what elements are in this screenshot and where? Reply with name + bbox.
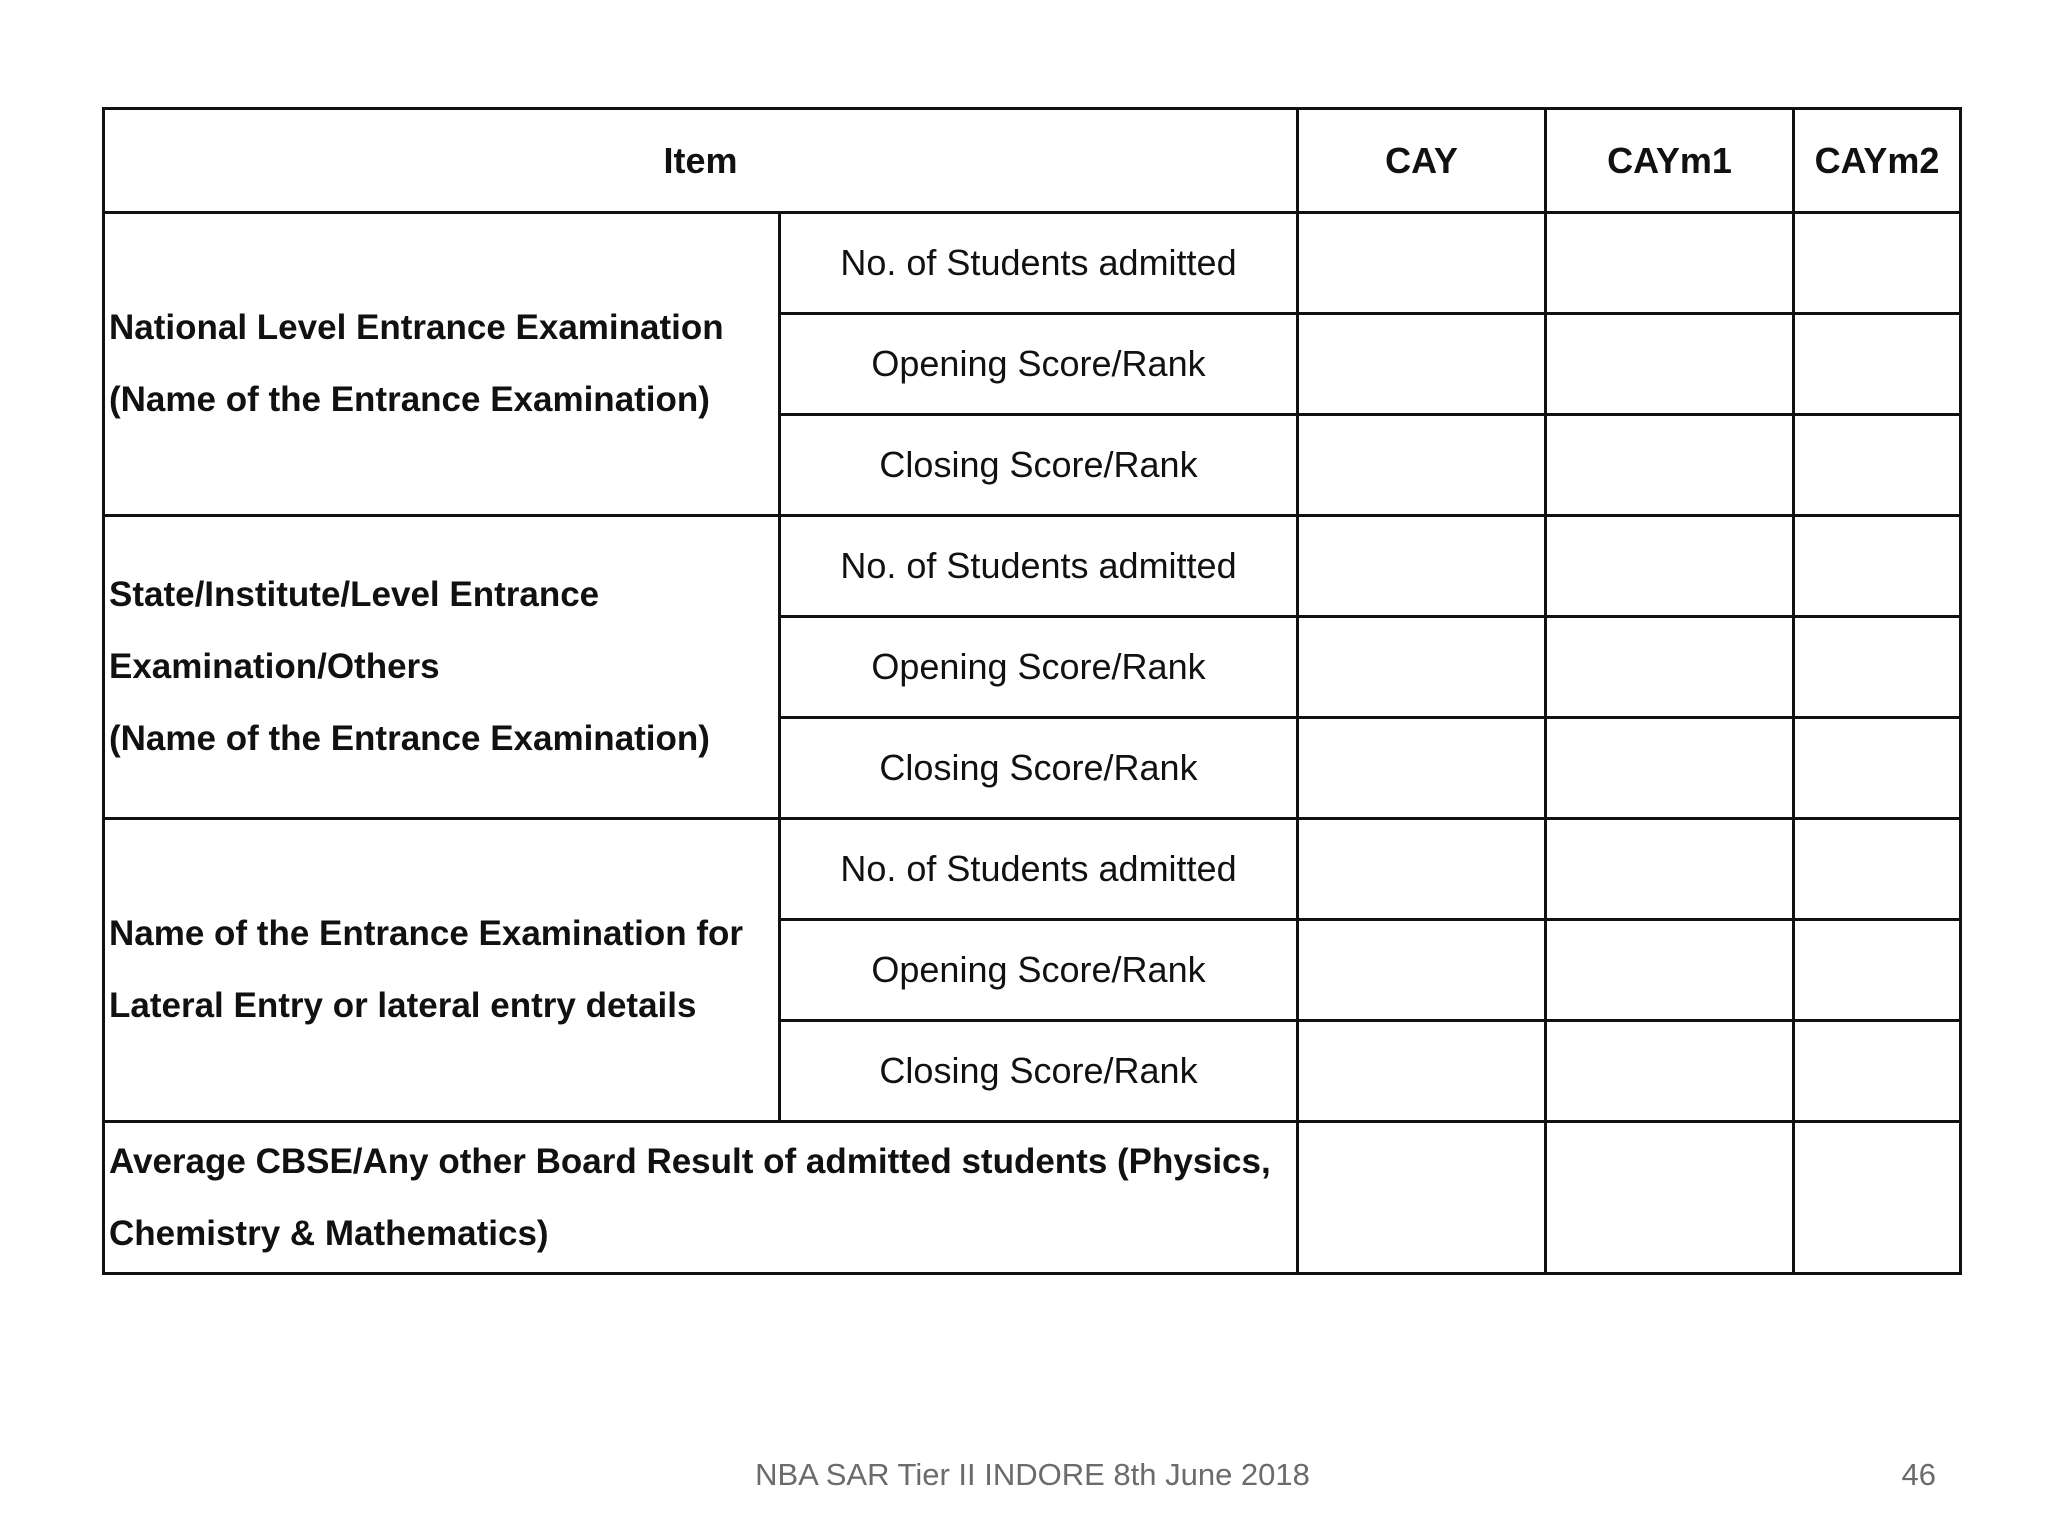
row-label: Opening Score/Rank [780, 920, 1298, 1021]
cell-caym2 [1794, 819, 1961, 920]
group-label-line: Examination/Others [109, 647, 440, 686]
cell-cay [1298, 1021, 1546, 1122]
cell-cay [1298, 516, 1546, 617]
row-label: Closing Score/Rank [780, 415, 1298, 516]
cell-caym2 [1794, 718, 1961, 819]
group-label-line: (Name of the Entrance Examination) [109, 719, 710, 758]
cell-caym2 [1794, 1021, 1961, 1122]
row-label: Closing Score/Rank [780, 1021, 1298, 1122]
cell-caym1 [1546, 213, 1794, 314]
admission-table [102, 107, 1962, 1275]
group-label-line: Lateral Entry or lateral entry details [109, 986, 697, 1025]
group-label-national [104, 213, 780, 516]
table-row [104, 213, 1961, 314]
group-label-line: (Name of the Entrance Examination) [109, 380, 710, 419]
cell-caym2 [1794, 213, 1961, 314]
cell-caym2 [1794, 314, 1961, 415]
group-label-line: Name of the Entrance Examination for [109, 914, 744, 953]
row-label: No. of Students admitted [780, 213, 1298, 314]
table-row [104, 819, 1961, 920]
row-label: No. of Students admitted [780, 516, 1298, 617]
cell-cay [1298, 718, 1546, 819]
average-label-line: Average CBSE/Any other Board Result of admitted students (Physics, [109, 1141, 1271, 1181]
group-label-lateral [104, 819, 780, 1122]
cell-caym2 [1794, 617, 1961, 718]
cell-caym2 [1794, 920, 1961, 1021]
average-row [104, 1122, 1961, 1274]
cell-caym1 [1546, 1122, 1794, 1274]
average-label-line: Chemistry & Mathematics) [109, 1213, 549, 1253]
row-label: No. of Students admitted [780, 819, 1298, 920]
footer-text: NBA SAR Tier II INDORE 8th June 2018 [755, 1457, 1310, 1492]
cell-caym1 [1546, 920, 1794, 1021]
cell-caym1 [1546, 314, 1794, 415]
group-label-state [104, 516, 780, 819]
cell-caym1 [1546, 819, 1794, 920]
cell-caym1 [1546, 1021, 1794, 1122]
cell-caym1 [1546, 617, 1794, 718]
cell-caym1 [1546, 415, 1794, 516]
table-row [104, 516, 1961, 617]
group-label-line: State/Institute/Level Entrance [109, 575, 600, 614]
header-cay: CAY [1298, 109, 1546, 213]
row-label: Opening Score/Rank [780, 314, 1298, 415]
cell-caym2 [1794, 415, 1961, 516]
cell-cay [1298, 314, 1546, 415]
cell-cay [1298, 1122, 1546, 1274]
cell-cay [1298, 819, 1546, 920]
row-label: Closing Score/Rank [780, 718, 1298, 819]
header-caym1: CAYm1 [1546, 109, 1794, 213]
header-caym2: CAYm2 [1794, 109, 1961, 213]
cell-cay [1298, 213, 1546, 314]
row-label: Opening Score/Rank [780, 617, 1298, 718]
cell-cay [1298, 920, 1546, 1021]
cell-caym1 [1546, 516, 1794, 617]
group-label-line: National Level Entrance Examination [109, 308, 724, 347]
cell-cay [1298, 415, 1546, 516]
header-row [104, 109, 1961, 213]
page-number: 46 [1901, 1457, 1936, 1492]
cell-caym1 [1546, 718, 1794, 819]
cell-caym2 [1794, 516, 1961, 617]
cell-cay [1298, 617, 1546, 718]
header-item: Item [104, 109, 1298, 213]
average-label [104, 1122, 1298, 1274]
cell-caym2 [1794, 1122, 1961, 1274]
